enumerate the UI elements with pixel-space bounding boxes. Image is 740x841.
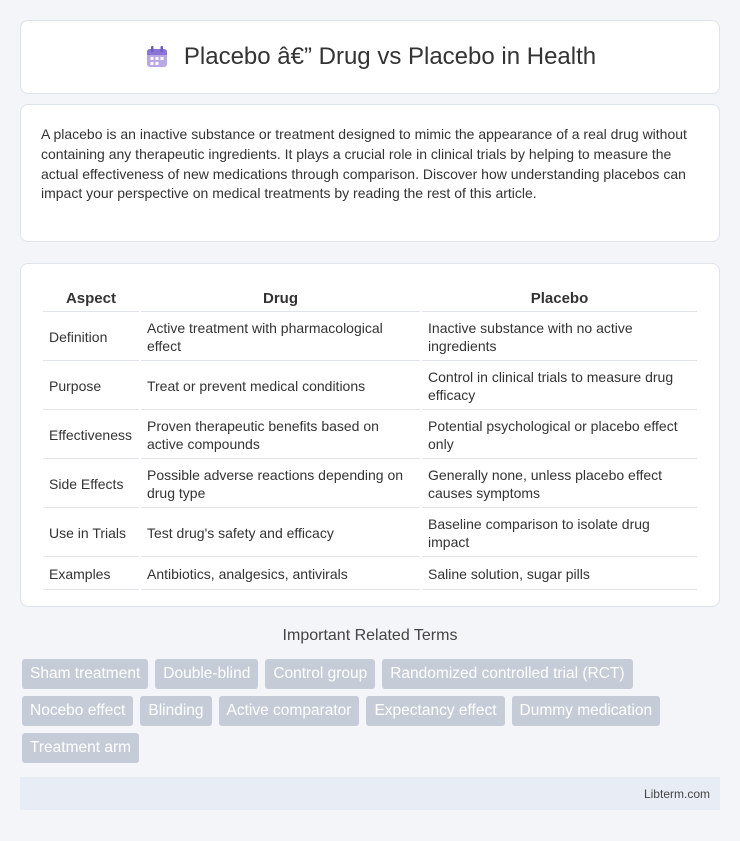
cell-placebo: Saline solution, sugar pills <box>422 559 697 590</box>
tag-expectancy-effect[interactable]: Expectancy effect <box>366 696 504 726</box>
cell-drug: Antibiotics, analgesics, antivirals <box>141 559 420 590</box>
cell-placebo: Baseline comparison to isolate drug impact <box>422 510 697 557</box>
tag-treatment-arm[interactable]: Treatment arm <box>22 733 139 763</box>
tag-rct[interactable]: Randomized controlled trial (RCT) <box>382 659 632 689</box>
footer <box>20 777 720 810</box>
cell-drug: Possible adverse reactions depending on drug type <box>141 461 420 508</box>
table-row <box>43 314 697 361</box>
cell-aspect: Side Effects <box>43 461 139 508</box>
cell-drug: Active treatment with pharmacological effect <box>141 314 420 361</box>
title-wrap <box>144 43 596 71</box>
tag-blinding[interactable]: Blinding <box>140 696 211 726</box>
table-row <box>43 461 697 508</box>
cell-aspect: Effectiveness <box>43 412 139 459</box>
cell-aspect: Purpose <box>43 363 139 410</box>
cell-drug: Proven therapeutic benefits based on active compounds <box>141 412 420 459</box>
footer-site-link[interactable]: Libterm.com <box>643 786 710 801</box>
cell-placebo: Generally none, unless placebo effect causes symptoms <box>422 461 697 508</box>
cell-placebo: Control in clinical trials to measure drug efficacy <box>422 363 697 410</box>
page-title: Placebo â€” Drug vs Placebo in Health <box>183 43 597 70</box>
table-row <box>43 559 697 590</box>
cell-aspect: Definition <box>43 314 139 361</box>
cell-placebo: Potential psychological or placebo effect only <box>422 412 697 459</box>
table-row <box>43 412 697 459</box>
table-header-row <box>43 286 697 312</box>
header-aspect: Aspect <box>43 286 139 312</box>
calendar-icon <box>144 44 170 70</box>
related-terms-heading: Important Related Terms <box>282 627 458 644</box>
header-placebo: Placebo <box>422 286 697 312</box>
tag-double-blind[interactable]: Double-blind <box>155 659 258 689</box>
intro-paragraph: A placebo is an inactive substance or treatment designed to mimic the appearance of a real drug without containing any therapeutic ingredients. It plays a crucial role in clinical trials by helping to measure the actual effectiveness of new medications through comparison. Discover how understanding placebos can impact your perspective on medical treatments by reading the rest of this article. <box>41 126 687 202</box>
cell-aspect: Examples <box>43 559 139 590</box>
table-row <box>43 363 697 410</box>
related-terms-tags <box>22 659 712 763</box>
tag-dummy-medication[interactable]: Dummy medication <box>512 696 661 726</box>
cell-drug: Treat or prevent medical conditions <box>141 363 420 410</box>
tag-control-group[interactable]: Control group <box>265 659 375 689</box>
intro-card <box>20 104 720 242</box>
tag-active-comparator[interactable]: Active comparator <box>219 696 360 726</box>
cell-placebo: Inactive substance with no active ingredients <box>422 314 697 361</box>
tag-sham-treatment[interactable]: Sham treatment <box>22 659 148 689</box>
header-drug: Drug <box>141 286 420 312</box>
comparison-table <box>41 284 699 592</box>
tag-nocebo-effect[interactable]: Nocebo effect <box>22 696 133 726</box>
table-row <box>43 510 697 557</box>
header-card <box>20 20 720 94</box>
cell-aspect: Use in Trials <box>43 510 139 557</box>
comparison-table-card <box>20 263 720 607</box>
cell-drug: Test drug's safety and efficacy <box>141 510 420 557</box>
